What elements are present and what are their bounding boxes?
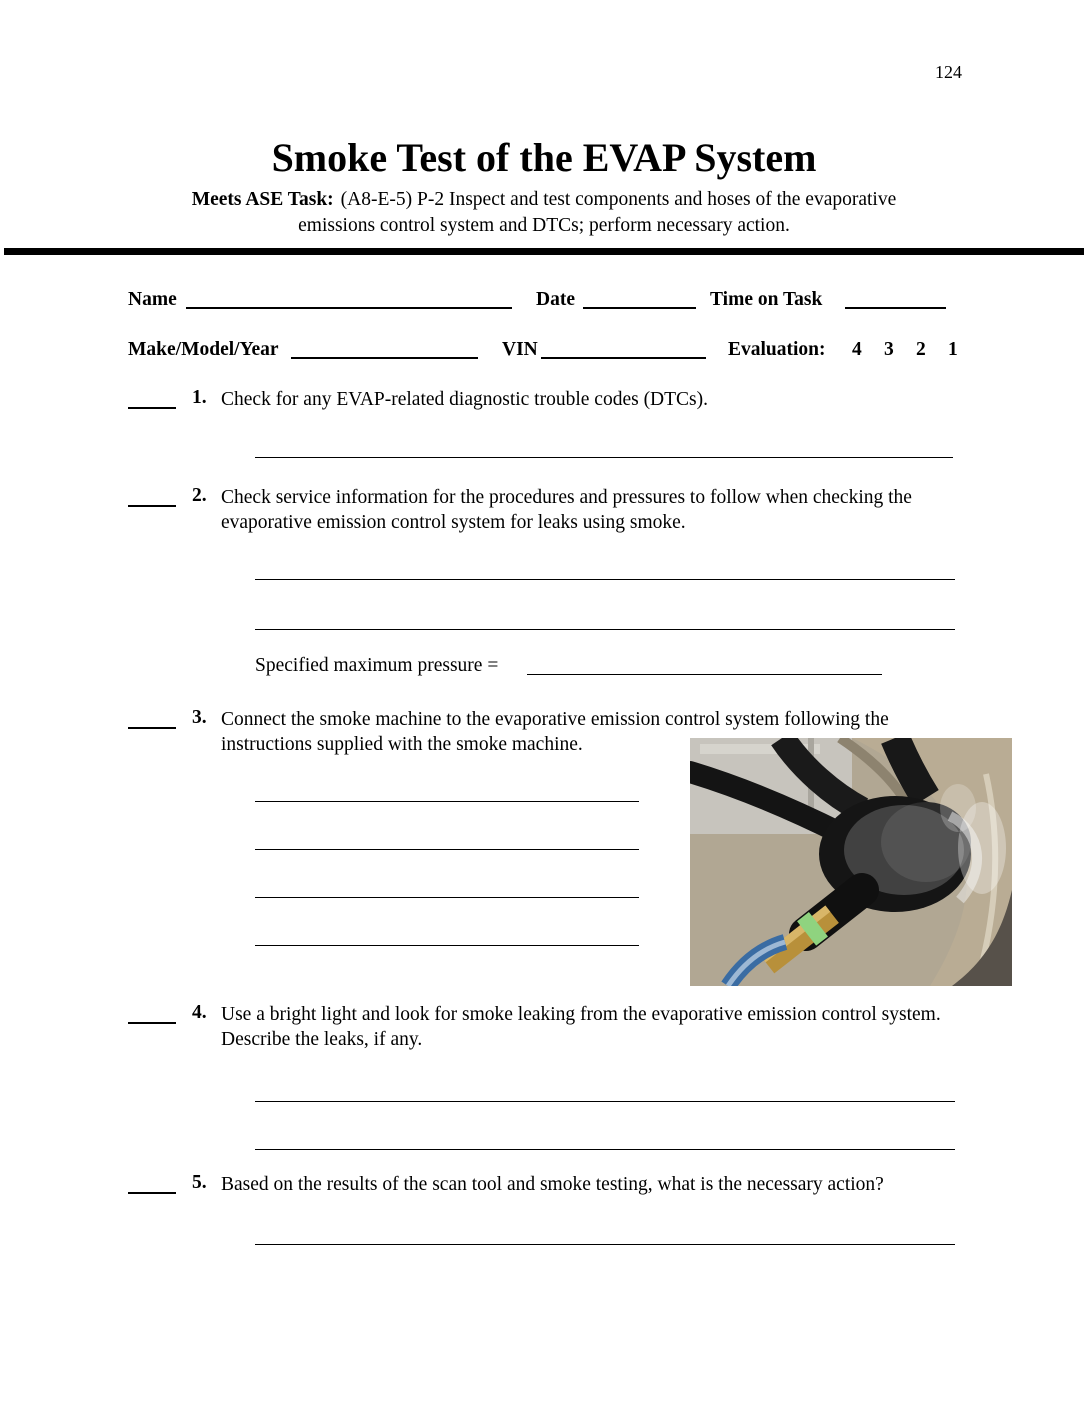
question-3-answer-line-2 <box>255 848 639 850</box>
question-3-score-blank <box>128 726 176 729</box>
ase-task-label: Meets ASE Task: <box>191 189 334 210</box>
make-model-year-label: Make/Model/Year <box>128 339 279 360</box>
time-on-task-label: Time on Task <box>710 289 823 310</box>
evaluation-value-2: 2 <box>916 339 926 360</box>
question-3-answer-line-4 <box>255 944 639 946</box>
question-1-text: Check for any EVAP-related diagnostic trouble codes (DTCs). <box>221 389 709 410</box>
page-number: 124 <box>935 62 962 82</box>
ase-task-text: (A8-E-5) P-2 Inspect and test components and hoses of the evaporative <box>340 189 897 210</box>
evaluation-value-1: 1 <box>948 339 958 360</box>
evaluation-label: Evaluation: <box>728 339 826 360</box>
question-2-sub-blank <box>527 673 882 675</box>
make-model-year-blank <box>291 356 478 359</box>
question-5-score-blank <box>128 1191 176 1194</box>
page-title: Smoke Test of the EVAP System <box>271 135 817 180</box>
date-blank <box>583 306 696 309</box>
question-1-score-blank <box>128 406 176 409</box>
question-3-number: 3. <box>192 707 207 728</box>
evap-smoke-test-photo <box>690 738 1012 986</box>
time-on-task-blank <box>845 306 946 309</box>
question-2-text: Check service information for the procedures and pressures to follow when checking the evaporative emission control system for leaks using smoke. <box>221 487 917 533</box>
question-2-sub-label: Specified maximum pressure = <box>255 655 499 676</box>
question-3-answer-line-3 <box>255 896 639 898</box>
vin-label: VIN <box>502 339 538 360</box>
evaluation-value-3: 3 <box>884 339 894 360</box>
question-3-text: Connect the smoke machine to the evaporative emission control system following the instructions supplied with the smoke machine. <box>221 709 894 755</box>
evap-smoke-test-photo-art <box>690 738 1012 986</box>
ase-task-block <box>0 187 1088 239</box>
question-2-score-blank <box>128 504 176 507</box>
question-4-number: 4. <box>192 1002 207 1023</box>
name-blank <box>186 306 512 309</box>
question-5-number: 5. <box>192 1172 207 1193</box>
question-2-answer-line-1 <box>255 578 955 580</box>
question-2-number: 2. <box>192 485 207 506</box>
question-5-answer-line <box>255 1243 955 1245</box>
evaluation-value-4: 4 <box>852 339 862 360</box>
name-label: Name <box>128 289 177 310</box>
question-4-text: Use a bright light and look for smoke leaking from the evaporative emission control system. Describe the leaks, if any. <box>221 1004 951 1050</box>
question-2-answer-line-2 <box>255 628 955 630</box>
question-1-number: 1. <box>192 387 207 408</box>
question-5-text: Based on the results of the scan tool and smoke testing, what is the necessary action? <box>221 1174 884 1195</box>
question-4-answer-line-1 <box>255 1100 955 1102</box>
question-4-answer-line-2 <box>255 1148 955 1150</box>
vin-blank <box>541 356 706 359</box>
header-divider <box>4 248 1084 255</box>
ase-task-text-line2: emissions control system and DTCs; perform necessary action. <box>298 215 790 236</box>
date-label: Date <box>536 289 575 310</box>
question-3-answer-line-1 <box>255 800 639 802</box>
question-1-answer-line <box>255 456 953 458</box>
question-4-score-blank <box>128 1021 176 1024</box>
